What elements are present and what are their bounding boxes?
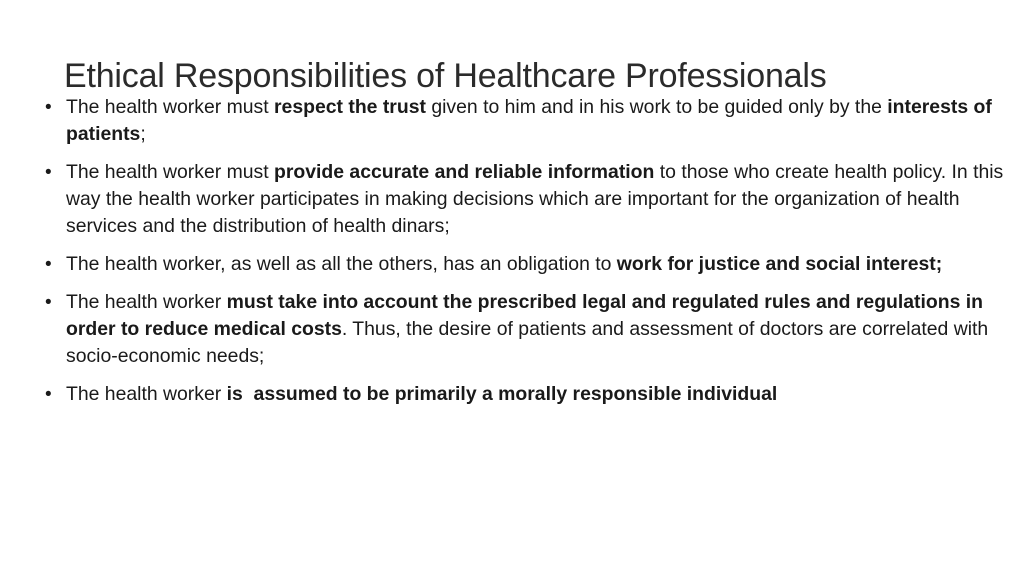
slide-title: Ethical Responsibilities of Healthcare Professionals	[64, 57, 827, 95]
bullet-text: The health worker	[66, 291, 227, 313]
bullet-emphasis-text: is assumed to be primarily a morally responsible individual	[226, 383, 778, 405]
bullet-item	[45, 251, 1005, 278]
bullet-text: ;	[140, 123, 146, 145]
bullet-emphasis-text: interests of patients	[66, 96, 998, 145]
bullet-text: given to him and in his work to be guided only by the	[425, 96, 888, 118]
bullet-marker: •	[45, 254, 52, 275]
bullet-marker: •	[45, 292, 52, 313]
bullet-text: The health worker	[66, 383, 227, 405]
bullet-text: The health worker must	[66, 161, 274, 183]
bullet-emphasis-text: respect the trust	[274, 96, 426, 118]
bullet-emphasis-text: provide accurate and reliable information	[274, 161, 655, 183]
bullet-marker: •	[45, 162, 52, 183]
bullet-item	[45, 159, 1009, 240]
bullet-text: . Thus, the desire of patients and assessment of doctors are correlated with socio-economic needs;	[66, 318, 994, 367]
bullet-emphasis-text: work for justice and social interest;	[616, 253, 943, 275]
bullet-emphasis-text: must take into account the prescribed legal and regulated rules and regulations in order to reduce medical costs	[66, 291, 989, 340]
bullet-item	[45, 289, 1005, 370]
bullet-text: The health worker, as well as all the others, has an obligation to	[66, 253, 617, 275]
bullet-text: to those who create health policy. In this way the health worker participates in making decisions which are important for the organization of health services and the distribution of health dinars;	[66, 161, 1009, 237]
bullet-text: The health worker must	[66, 96, 274, 118]
bullet-marker: •	[45, 97, 52, 118]
bullet-marker: •	[45, 384, 52, 405]
bullet-item	[45, 94, 1005, 148]
bullet-list	[45, 94, 1009, 408]
bullet-item	[45, 381, 1005, 408]
